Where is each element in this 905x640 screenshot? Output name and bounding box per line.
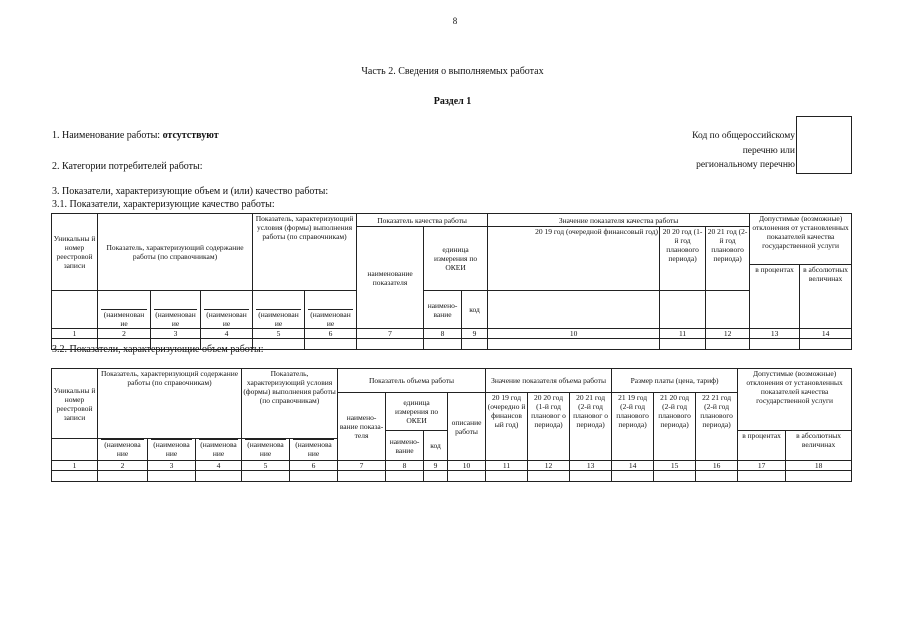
t2-naim-5: (наименова ние <box>290 439 338 461</box>
t2-y2-header: 20 20 год (1-й год плановог о периода) <box>528 393 570 461</box>
code-box[interactable] <box>796 116 852 174</box>
t1-num-10: 10 <box>488 329 660 339</box>
t2-content-header: Показатель, характеризующий содержание работы (по справочникам) <box>98 369 242 439</box>
t1-num-1: 1 <box>52 329 98 339</box>
t2-num-1: 1 <box>52 461 98 471</box>
t2-fee-header: Размер платы (цена, тариф) <box>612 369 738 393</box>
t2-dev-header: Допустимые (возможные) отклонения от установленных показателей качества государственной услуги <box>738 369 852 431</box>
t2-num-8: 8 <box>386 461 424 471</box>
t2-y3-header: 20 21 год (2-й год плановог о периода) <box>570 393 612 461</box>
quality-table <box>51 213 852 350</box>
item-2: 2. Категории потребителей работы: <box>52 161 203 172</box>
t1-num-3: 3 <box>151 329 201 339</box>
t2-num-10: 10 <box>448 461 486 471</box>
t1-num-12: 12 <box>706 329 750 339</box>
t1-num-5: 5 <box>253 329 305 339</box>
part-title: Часть 2. Сведения о выполняемых работах <box>361 66 544 77</box>
t1-conditions-header: Показатель, характеризующий условия (формы) выполнения работы (по справочникам) <box>253 214 357 291</box>
t2-number-row <box>52 461 852 471</box>
t2-num-3: 3 <box>148 461 196 471</box>
t1-year2-sub <box>660 291 706 329</box>
t1-naim-5: (наименован ие <box>305 291 357 329</box>
t2-unit-header: единица измерения по ОКЕИ <box>386 393 448 431</box>
t1-num-14: 14 <box>800 329 852 339</box>
t1-naim-4: (наименован ие <box>253 291 305 329</box>
code-line-2: перечню или <box>742 146 795 156</box>
t1-num-11: 11 <box>660 329 706 339</box>
volume-table <box>51 368 852 482</box>
t2-unique-sub <box>52 439 98 461</box>
t1-year-sub <box>488 291 660 329</box>
t1-unit-code-header: код <box>462 291 488 329</box>
t1-qname-header: наименование показателя <box>357 227 424 329</box>
t2-num-4: 4 <box>196 461 242 471</box>
item-3-2: 3.2. Показатели, характеризующие объем работы: <box>52 344 264 355</box>
t2-num-18: 18 <box>786 461 852 471</box>
item-3: 3. Показатели, характеризующие объем и (или) качество работы: <box>52 186 329 197</box>
code-line-1: Код по общероссийскому <box>692 131 795 141</box>
t1-quality-header: Показатель качества работы <box>357 214 488 227</box>
item-3-1: 3.1. Показатели, характеризующие качество работы: <box>52 199 275 210</box>
t2-unit-code-header: код <box>424 431 448 461</box>
t1-dev-abs-header: в абсолютных величинах <box>800 265 852 329</box>
t2-f1-header: 21 19 год (2-й год планового периода) <box>612 393 654 461</box>
t2-dev-abs-header: в абсолютных величинах <box>786 431 852 461</box>
item-1-value: отсутствуют <box>162 130 219 141</box>
t2-value-header: Значение показателя объема работы <box>486 369 612 393</box>
t2-naim-2: (наименова ние <box>148 439 196 461</box>
t1-num-7: 7 <box>357 329 424 339</box>
t1-unique-header: Уникальны й номер реестровой записи <box>52 214 98 291</box>
t2-num-13: 13 <box>570 461 612 471</box>
t2-vname-header: наимено- вание показа- теля <box>338 393 386 461</box>
t2-num-14: 14 <box>612 461 654 471</box>
t2-num-12: 12 <box>528 461 570 471</box>
t2-num-2: 2 <box>98 461 148 471</box>
t1-naim-3: (наименован ие <box>201 291 253 329</box>
t1-unit-header: единица измерения по ОКЕИ <box>424 227 488 291</box>
t2-num-9: 9 <box>424 461 448 471</box>
t1-year3-header: 20 21 год (2-й год планового периода) <box>706 227 750 291</box>
t2-conditions-header: Показатель, характеризующий условия (формы) выполнения работы (по справочникам) <box>242 369 338 439</box>
t2-num-11: 11 <box>486 461 528 471</box>
t2-f3-header: 22 21 год (2-й год планового периода) <box>696 393 738 461</box>
section-title: Раздел 1 <box>433 96 472 107</box>
t1-year2-header: 20 20 год (1-й год планового периода) <box>660 227 706 291</box>
t1-dev-pct-header: в процентах <box>750 265 800 329</box>
t2-num-15: 15 <box>654 461 696 471</box>
item-1-label: 1. Наименование работы: <box>52 130 163 141</box>
t2-naim-1: (наименова ние <box>98 439 148 461</box>
t2-num-7: 7 <box>338 461 386 471</box>
page-number: 8 <box>452 16 458 26</box>
t2-unit-name-header: наимено- вание <box>386 431 424 461</box>
t1-num-4: 4 <box>201 329 253 339</box>
t1-num-13: 13 <box>750 329 800 339</box>
t2-empty-row[interactable] <box>52 471 852 482</box>
t2-y1-header: 20 19 год (очередно й финансов ый год) <box>486 393 528 461</box>
t1-value-header: Значение показателя качества работы <box>488 214 750 227</box>
t1-content-header: Показатель, характеризующий содержание работы (по справочникам) <box>98 214 253 291</box>
t2-dev-pct-header: в процентах <box>738 431 786 461</box>
t1-num-6: 6 <box>305 329 357 339</box>
t1-empty-row[interactable] <box>52 339 852 350</box>
t2-naim-3: (наименова ние <box>196 439 242 461</box>
t1-num-2: 2 <box>98 329 151 339</box>
t2-unique-header: Уникальны й номер реестровой записи <box>52 369 98 439</box>
t2-f2-header: 21 20 год (2-й год планового периода) <box>654 393 696 461</box>
code-line-3: региональному перечню <box>696 160 795 170</box>
t1-year3-sub <box>706 291 750 329</box>
t1-num-8: 8 <box>424 329 462 339</box>
t1-naim-2: (наименован ие <box>151 291 201 329</box>
t2-num-6: 6 <box>290 461 338 471</box>
t2-desc-header: описание работы <box>448 393 486 461</box>
t1-naim-1: (наименован ие <box>98 291 151 329</box>
t2-naim-4: (наименова ние <box>242 439 290 461</box>
t1-unit-name-header: наимено- вание <box>424 291 462 329</box>
t2-volume-header: Показатель объема работы <box>338 369 486 393</box>
t1-dev-header: Допустимые (возможные) отклонения от установленных показателей качества государственной услуги <box>750 214 852 265</box>
t1-num-9: 9 <box>462 329 488 339</box>
t1-year1-header: 20 19 год (очередной финансовый год) <box>488 227 660 291</box>
t2-num-5: 5 <box>242 461 290 471</box>
t2-num-17: 17 <box>738 461 786 471</box>
item-1 <box>52 130 219 141</box>
t2-num-16: 16 <box>696 461 738 471</box>
t1-unique-sub <box>52 291 98 329</box>
t1-number-row <box>52 329 852 339</box>
